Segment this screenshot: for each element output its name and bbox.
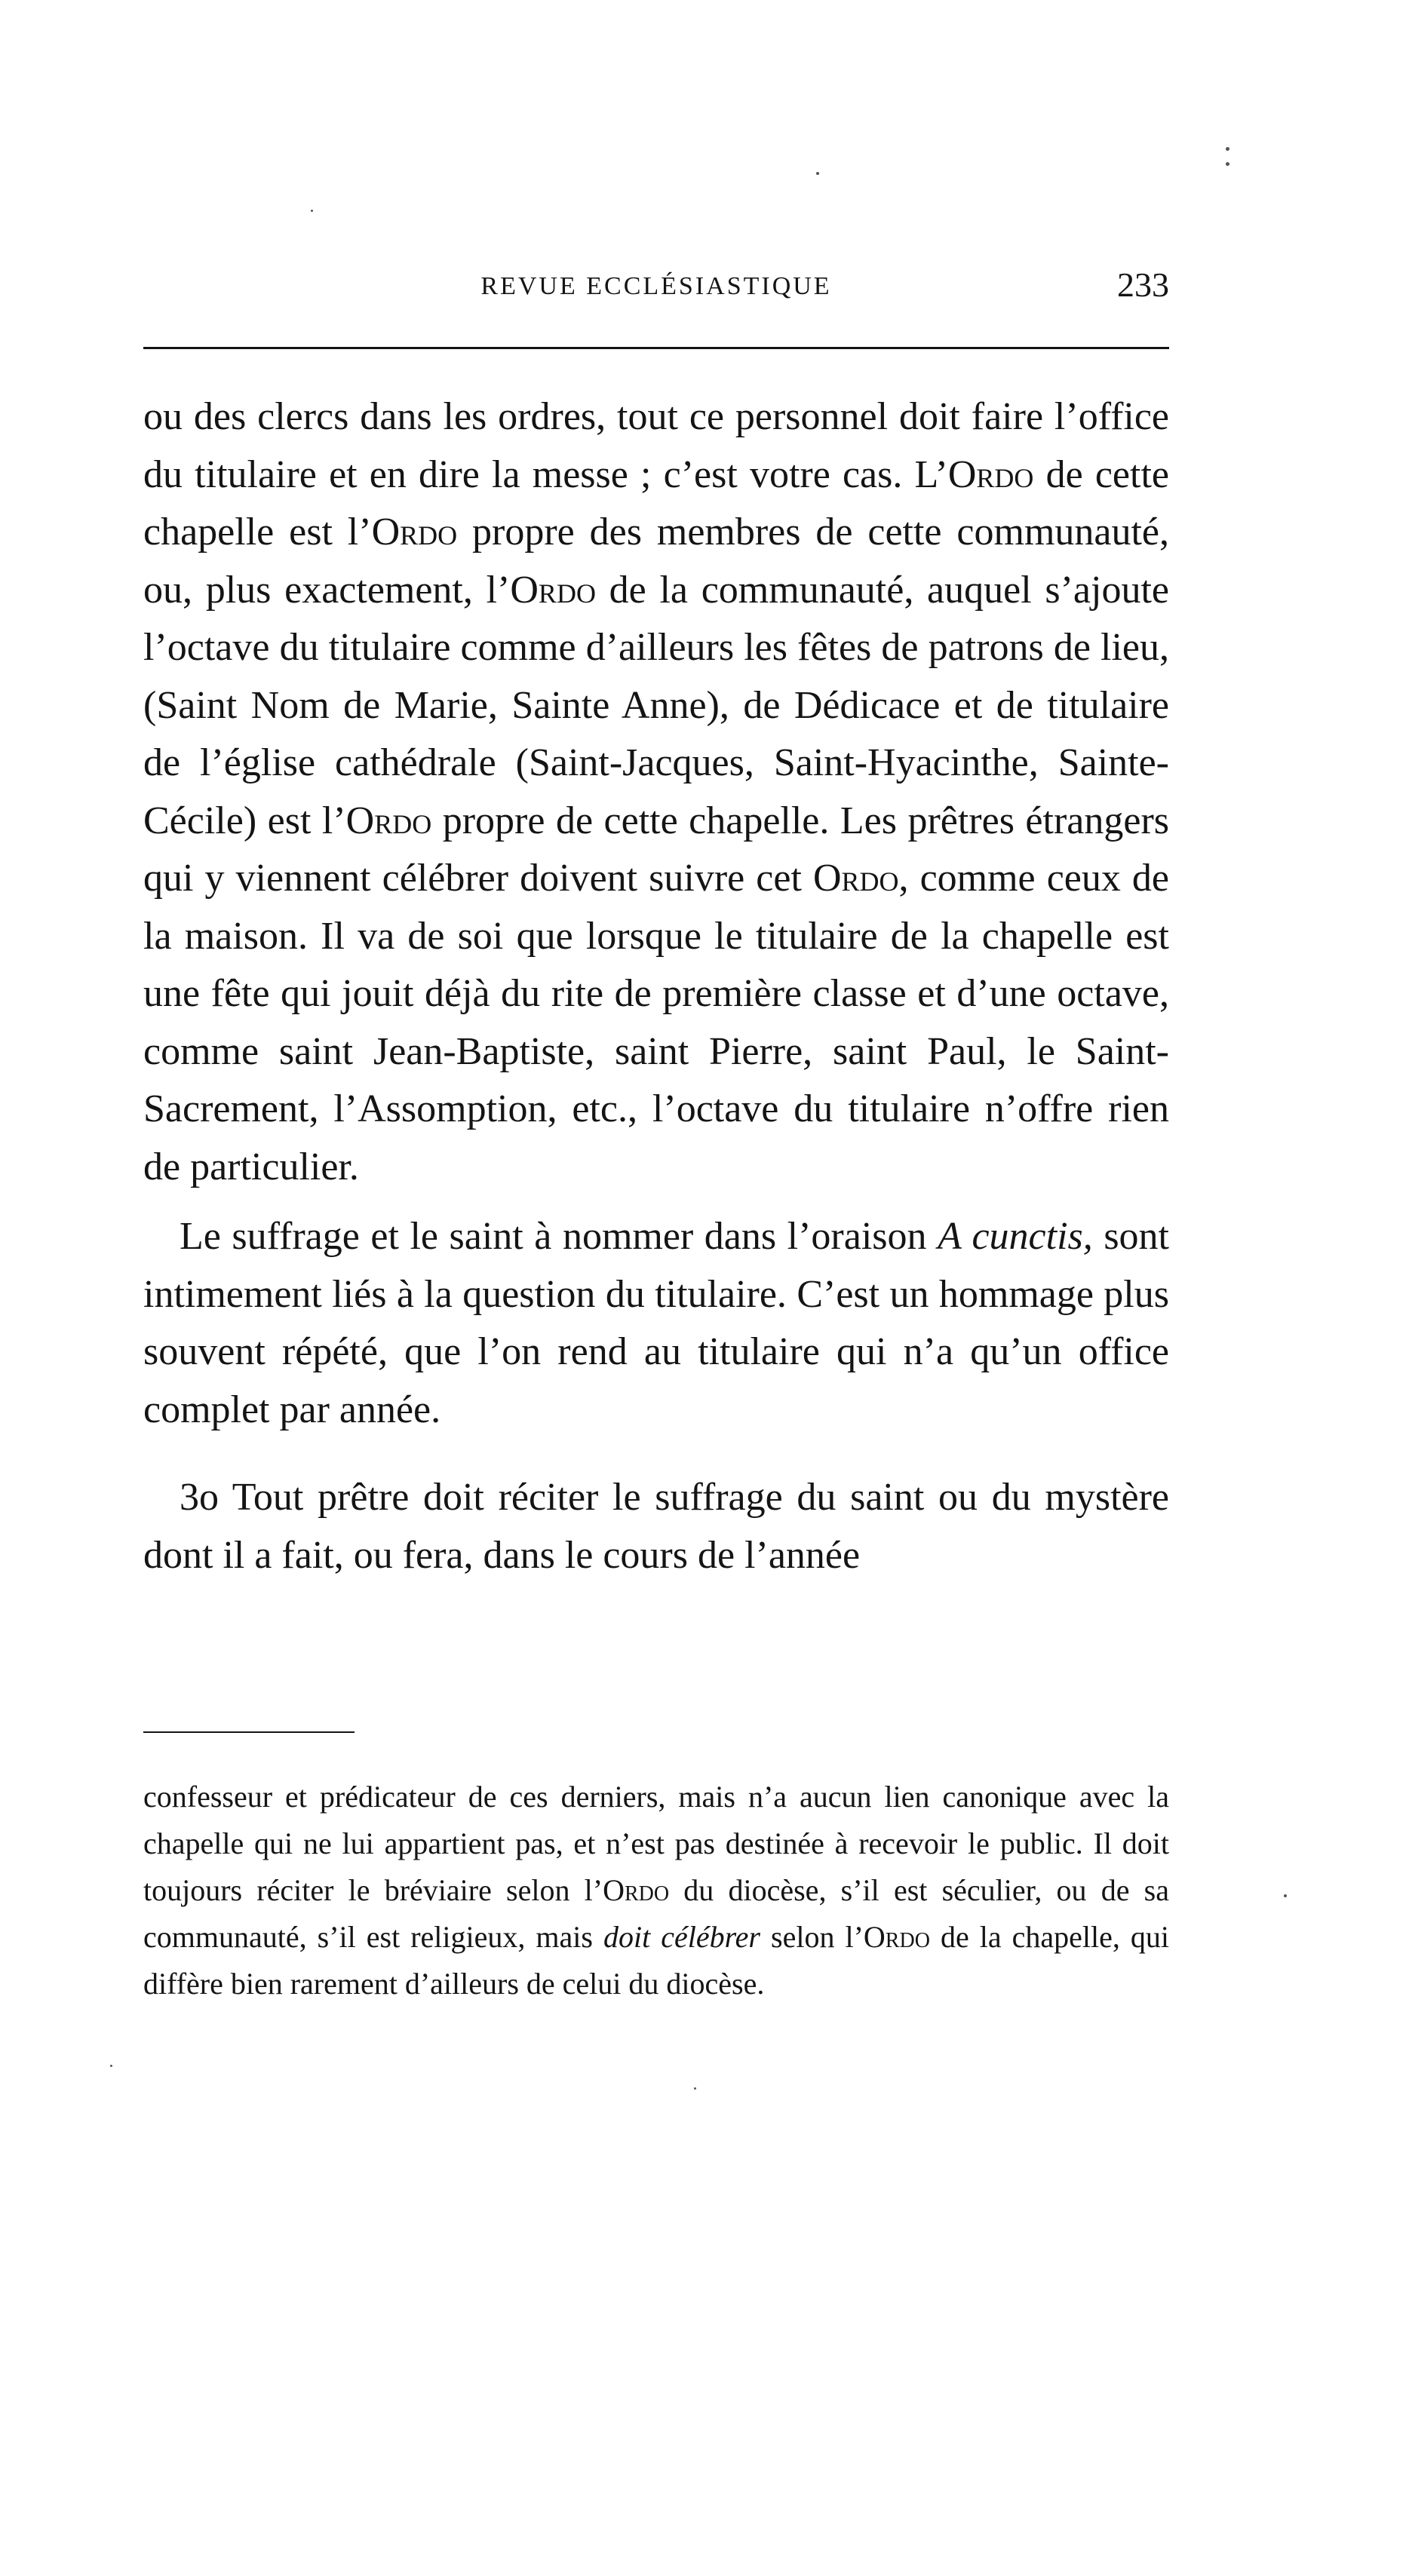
italic-doit-celebrer: doit célébrer: [603, 1920, 760, 1954]
paper-speck: [1226, 162, 1229, 166]
page-number: 233: [1117, 265, 1169, 304]
page-header: [143, 260, 1169, 305]
paper-speck: [1284, 1894, 1287, 1897]
small-caps-ordo: Ordo: [947, 452, 1034, 496]
paper-speck: [816, 172, 819, 175]
text-run: de la communauté, auquel s’ajoute l’octave du titulaire comme d’ailleurs les fêtes de patrons de lieu, (Saint Nom de Marie, Sainte Anne), de Dédicace et de titulaire de l’église cathédrale (Saint-Jacques, Saint-Hyacinthe, Sainte-Cécile) est l’: [143, 568, 1169, 842]
text-run: sont intimement liés à la question du titulaire. C’est un hommage plus souvent répété, que l’on rend au titulaire qui n’a qu’un office complet par année.: [143, 1215, 1170, 1431]
footnote-paragraph: [143, 1774, 1169, 2007]
paper-speck: [694, 2087, 696, 2090]
small-caps-ordo: Ordo: [345, 799, 432, 842]
main-text: [143, 388, 1169, 1584]
text-run: propre des membres de cette communauté, ou, plus exactement, l’: [143, 511, 1169, 612]
text-run: , comme ceux de la maison. Il va de soi que lorsque le titulaire de la chapelle est une fête qui jouit déjà du rite de première classe et d’une octave, comme saint Jean-Baptiste, saint Pierre, saint Paul, le Saint-Sacrement, l’Assomption, etc., l’octave du titulaire n’offre rien de particulier.: [143, 857, 1169, 1188]
paper-speck: [311, 210, 313, 212]
text-run: de la chapelle, qui diffère bien rarement d’ailleurs de celui du diocèse.: [143, 1920, 1169, 2001]
small-caps-ordo: Ordo: [863, 1920, 930, 1954]
text-run: selon l’: [760, 1920, 864, 1954]
paragraph-3: [143, 1469, 1169, 1584]
paragraph-2: [143, 1208, 1169, 1439]
paper-speck: [1226, 147, 1229, 151]
running-head: REVUE ECCLÉSIASTIQUE: [480, 272, 832, 300]
small-caps-ordo: Ordo: [371, 511, 458, 554]
paper-speck: [110, 2065, 112, 2067]
text-run: ou des clercs dans les ordres, tout ce personnel doit faire l’office du titulaire et en dire la messe ; c’est votre cas. L’: [143, 395, 1169, 496]
header-rule: [143, 347, 1169, 349]
text-run: propre de cette chapelle. Les prêtres étrangers qui y viennent célébrer doivent suivre cet: [143, 799, 1169, 900]
footnote-rule: [143, 1731, 355, 1733]
text-run: du diocèse, s’il est séculier, ou de sa communauté, s’il est religieux, mais: [143, 1873, 1170, 1954]
small-caps-ordo: Ordo: [812, 857, 899, 900]
text-run: 3o Tout prêtre doit réciter le suffrage du saint ou du mystère dont il a fait, ou fera, dans le cours de l’année: [143, 1476, 1169, 1577]
footnote: [143, 1774, 1169, 2007]
text-run: Le suffrage et le saint à nommer dans l’oraison: [180, 1215, 938, 1258]
text-run: confesseur et prédicateur de ces derniers, mais n’a aucun lien canonique avec la chapelle qui ne lui appartient pas, et n’est pas destinée à recevoir le public. Il doit toujours réciter le bréviaire selon l’: [143, 1780, 1169, 1907]
small-caps-ordo: Ordo: [603, 1873, 670, 1907]
italic-a-cunctis: A cunctis,: [938, 1215, 1093, 1258]
paragraph-1: [143, 388, 1169, 1196]
small-caps-ordo: Ordo: [510, 568, 596, 612]
text-run: de cette chapelle est l’: [143, 452, 1169, 554]
